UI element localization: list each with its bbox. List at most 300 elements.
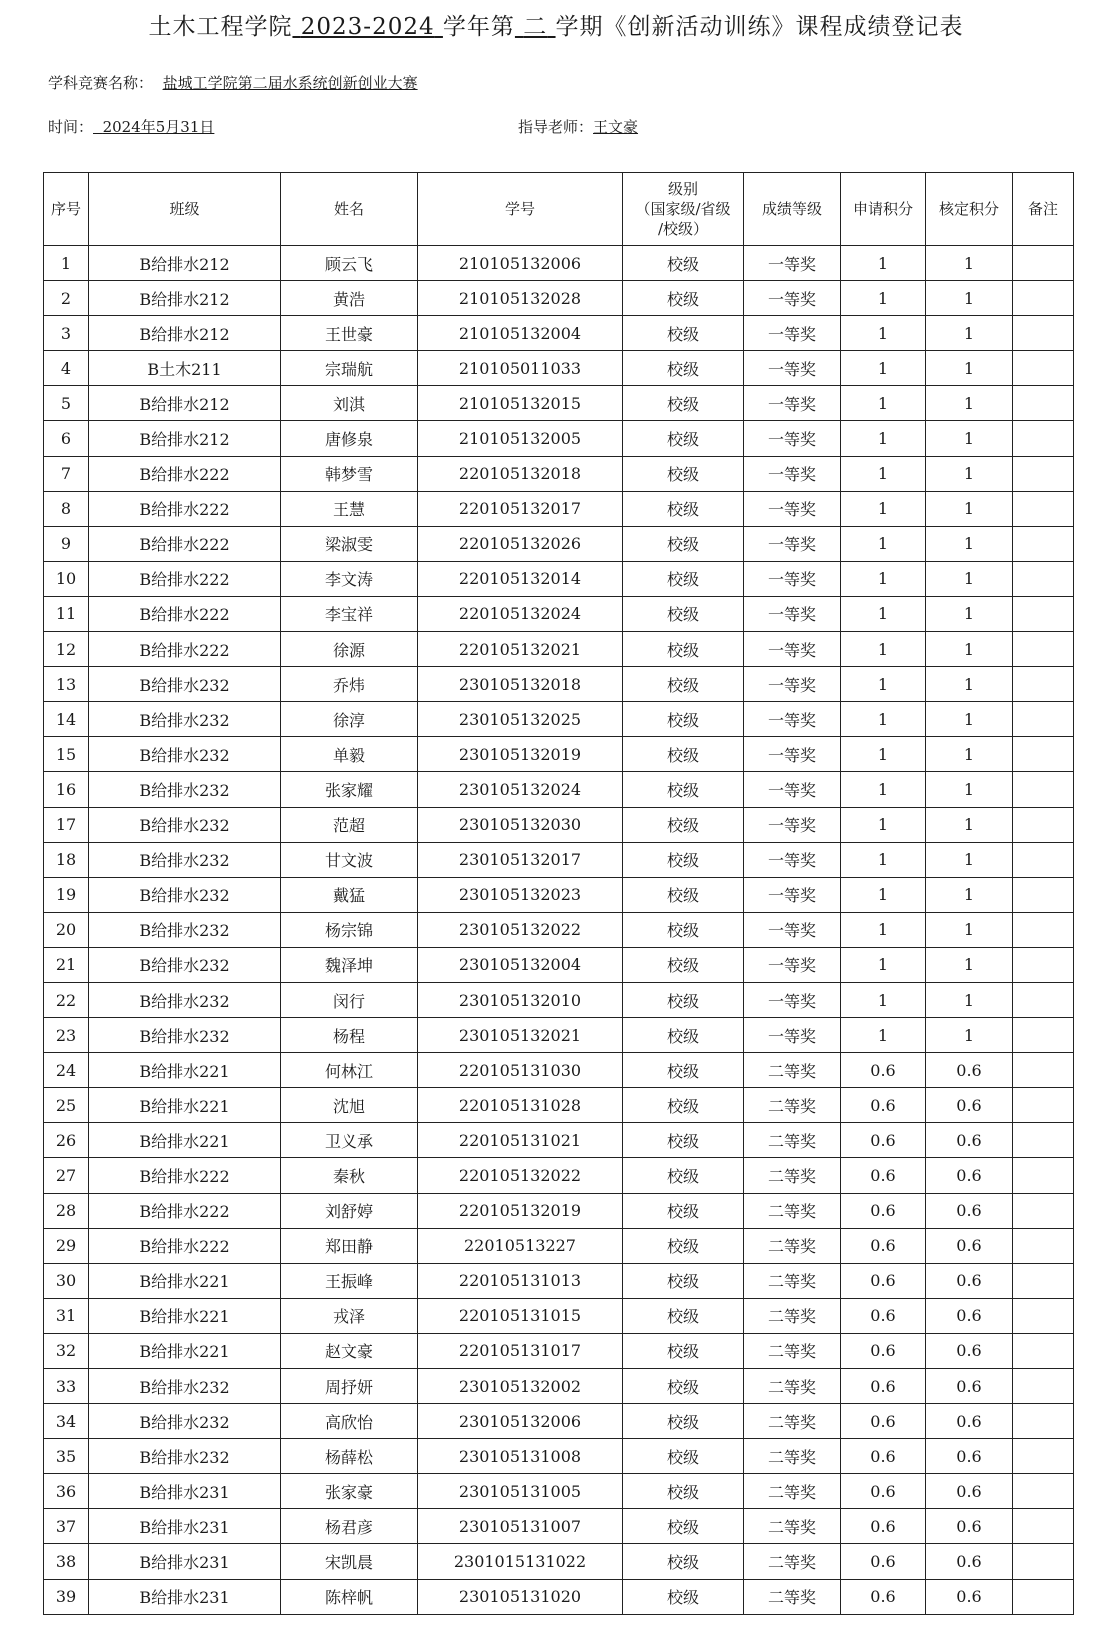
cell-applied-credit: 1 xyxy=(841,702,926,737)
cell-name: 杨君彦 xyxy=(281,1509,418,1544)
title-prefix: 土木工程学院 xyxy=(148,14,293,40)
cell-class: B给排水232 xyxy=(89,702,281,737)
cell-student-id: 220105131013 xyxy=(418,1263,623,1298)
cell-approved-credit: 1 xyxy=(926,561,1013,596)
cell-class: B给排水221 xyxy=(89,1263,281,1298)
cell-remarks xyxy=(1013,912,1074,947)
cell-grade: 一等奖 xyxy=(744,386,841,421)
cell-applied-credit: 1 xyxy=(841,596,926,631)
cell-name: 单毅 xyxy=(281,737,418,772)
cell-level: 校级 xyxy=(623,281,744,316)
cell-index: 35 xyxy=(44,1439,89,1474)
cell-student-id: 230105131005 xyxy=(418,1474,623,1509)
cell-applied-credit: 0.6 xyxy=(841,1404,926,1439)
cell-class: B给排水231 xyxy=(89,1579,281,1614)
cell-class: B给排水222 xyxy=(89,1228,281,1263)
cell-student-id: 230105132002 xyxy=(418,1369,623,1404)
cell-index: 38 xyxy=(44,1544,89,1579)
cell-level: 校级 xyxy=(623,1123,744,1158)
cell-level: 校级 xyxy=(623,1333,744,1368)
cell-applied-credit: 0.6 xyxy=(841,1544,926,1579)
table-row xyxy=(44,1193,1074,1228)
cell-level: 校级 xyxy=(623,1228,744,1263)
cell-level: 校级 xyxy=(623,351,744,386)
cell-name: 魏泽坤 xyxy=(281,947,418,982)
table-row xyxy=(44,526,1074,561)
cell-index: 31 xyxy=(44,1298,89,1333)
cell-level: 校级 xyxy=(623,1544,744,1579)
cell-index: 11 xyxy=(44,596,89,631)
cell-student-id: 220105131017 xyxy=(418,1333,623,1368)
cell-remarks xyxy=(1013,737,1074,772)
cell-remarks xyxy=(1013,982,1074,1017)
cell-grade: 二等奖 xyxy=(744,1544,841,1579)
cell-student-id: 220105132026 xyxy=(418,526,623,561)
cell-applied-credit: 1 xyxy=(841,842,926,877)
cell-index: 1 xyxy=(44,246,89,281)
cell-applied-credit: 1 xyxy=(841,947,926,982)
header-grade: 成绩等级 xyxy=(744,173,841,246)
cell-applied-credit: 0.6 xyxy=(841,1509,926,1544)
cell-remarks xyxy=(1013,632,1074,667)
cell-approved-credit: 1 xyxy=(926,807,1013,842)
cell-class: B给排水232 xyxy=(89,1439,281,1474)
cell-approved-credit: 0.6 xyxy=(926,1263,1013,1298)
table-row xyxy=(44,912,1074,947)
table-row xyxy=(44,772,1074,807)
cell-remarks xyxy=(1013,456,1074,491)
cell-applied-credit: 1 xyxy=(841,421,926,456)
cell-approved-credit: 1 xyxy=(926,772,1013,807)
cell-applied-credit: 0.6 xyxy=(841,1123,926,1158)
table-row xyxy=(44,632,1074,667)
cell-grade: 一等奖 xyxy=(744,421,841,456)
cell-remarks xyxy=(1013,842,1074,877)
cell-level: 校级 xyxy=(623,1439,744,1474)
cell-level: 校级 xyxy=(623,667,744,702)
cell-remarks xyxy=(1013,947,1074,982)
cell-grade: 一等奖 xyxy=(744,1018,841,1053)
cell-name: 刘淇 xyxy=(281,386,418,421)
cell-name: 王慧 xyxy=(281,491,418,526)
cell-index: 36 xyxy=(44,1474,89,1509)
cell-remarks xyxy=(1013,1018,1074,1053)
table-row xyxy=(44,947,1074,982)
cell-remarks xyxy=(1013,1439,1074,1474)
cell-level: 校级 xyxy=(623,772,744,807)
cell-approved-credit: 0.6 xyxy=(926,1228,1013,1263)
cell-applied-credit: 1 xyxy=(841,632,926,667)
table-row xyxy=(44,1158,1074,1193)
cell-index: 18 xyxy=(44,842,89,877)
cell-index: 39 xyxy=(44,1579,89,1614)
competition-value: 盐城工学院第二届水系统创新创业大赛 xyxy=(162,74,418,92)
cell-name: 杨宗锦 xyxy=(281,912,418,947)
cell-remarks xyxy=(1013,877,1074,912)
cell-index: 19 xyxy=(44,877,89,912)
table-row xyxy=(44,561,1074,596)
table-row xyxy=(44,1579,1074,1614)
cell-approved-credit: 0.6 xyxy=(926,1439,1013,1474)
cell-applied-credit: 1 xyxy=(841,351,926,386)
cell-student-id: 210105132004 xyxy=(418,316,623,351)
cell-level: 校级 xyxy=(623,1088,744,1123)
cell-approved-credit: 1 xyxy=(926,316,1013,351)
cell-index: 25 xyxy=(44,1088,89,1123)
cell-approved-credit: 0.6 xyxy=(926,1333,1013,1368)
cell-level: 校级 xyxy=(623,842,744,877)
cell-applied-credit: 0.6 xyxy=(841,1333,926,1368)
cell-grade: 一等奖 xyxy=(744,667,841,702)
cell-index: 33 xyxy=(44,1369,89,1404)
cell-class: B给排水212 xyxy=(89,246,281,281)
header-class: 班级 xyxy=(89,173,281,246)
cell-approved-credit: 0.6 xyxy=(926,1123,1013,1158)
cell-name: 高欣怡 xyxy=(281,1404,418,1439)
cell-applied-credit: 1 xyxy=(841,456,926,491)
cell-name: 戴猛 xyxy=(281,877,418,912)
cell-level: 校级 xyxy=(623,1193,744,1228)
cell-applied-credit: 0.6 xyxy=(841,1228,926,1263)
cell-student-id: 230105131008 xyxy=(418,1439,623,1474)
cell-level: 校级 xyxy=(623,456,744,491)
cell-student-id: 220105132018 xyxy=(418,456,623,491)
cell-student-id: 210105132015 xyxy=(418,386,623,421)
cell-approved-credit: 0.6 xyxy=(926,1509,1013,1544)
cell-remarks xyxy=(1013,1053,1074,1088)
cell-student-id: 220105132022 xyxy=(418,1158,623,1193)
cell-remarks xyxy=(1013,1158,1074,1193)
cell-remarks xyxy=(1013,1263,1074,1298)
cell-student-id: 230105132030 xyxy=(418,807,623,842)
cell-applied-credit: 1 xyxy=(841,281,926,316)
cell-name: 甘文波 xyxy=(281,842,418,877)
cell-student-id: 210105132005 xyxy=(418,421,623,456)
cell-level: 校级 xyxy=(623,1298,744,1333)
cell-class: B给排水212 xyxy=(89,386,281,421)
cell-applied-credit: 1 xyxy=(841,561,926,596)
cell-name: 徐源 xyxy=(281,632,418,667)
cell-approved-credit: 0.6 xyxy=(926,1474,1013,1509)
cell-remarks xyxy=(1013,421,1074,456)
cell-name: 沈旭 xyxy=(281,1088,418,1123)
cell-applied-credit: 0.6 xyxy=(841,1263,926,1298)
cell-index: 27 xyxy=(44,1158,89,1193)
cell-level: 校级 xyxy=(623,596,744,631)
cell-level: 校级 xyxy=(623,561,744,596)
cell-index: 32 xyxy=(44,1333,89,1368)
table-row xyxy=(44,386,1074,421)
cell-class: B给排水232 xyxy=(89,912,281,947)
cell-class: B给排水231 xyxy=(89,1544,281,1579)
cell-name: 梁淑雯 xyxy=(281,526,418,561)
cell-remarks xyxy=(1013,351,1074,386)
cell-applied-credit: 0.6 xyxy=(841,1193,926,1228)
cell-grade: 二等奖 xyxy=(744,1228,841,1263)
table-row xyxy=(44,1053,1074,1088)
cell-class: B给排水232 xyxy=(89,842,281,877)
cell-index: 2 xyxy=(44,281,89,316)
cell-grade: 一等奖 xyxy=(744,456,841,491)
cell-index: 5 xyxy=(44,386,89,421)
cell-applied-credit: 1 xyxy=(841,667,926,702)
cell-index: 30 xyxy=(44,1263,89,1298)
cell-applied-credit: 1 xyxy=(841,807,926,842)
cell-class: B给排水221 xyxy=(89,1088,281,1123)
cell-name: 韩梦雪 xyxy=(281,456,418,491)
table-row xyxy=(44,737,1074,772)
cell-class: B给排水222 xyxy=(89,1193,281,1228)
cell-approved-credit: 1 xyxy=(926,877,1013,912)
cell-class: B给排水212 xyxy=(89,281,281,316)
cell-applied-credit: 1 xyxy=(841,1018,926,1053)
table-row xyxy=(44,351,1074,386)
cell-student-id: 230105132024 xyxy=(418,772,623,807)
cell-student-id: 230105131020 xyxy=(418,1579,623,1614)
cell-level: 校级 xyxy=(623,807,744,842)
header-index: 序号 xyxy=(44,173,89,246)
cell-name: 郑田静 xyxy=(281,1228,418,1263)
cell-approved-credit: 1 xyxy=(926,667,1013,702)
cell-level: 校级 xyxy=(623,1018,744,1053)
cell-approved-credit: 1 xyxy=(926,526,1013,561)
table-row xyxy=(44,1369,1074,1404)
cell-class: B给排水232 xyxy=(89,947,281,982)
cell-name: 刘舒婷 xyxy=(281,1193,418,1228)
cell-class: B给排水232 xyxy=(89,877,281,912)
cell-grade: 一等奖 xyxy=(744,842,841,877)
cell-grade: 二等奖 xyxy=(744,1298,841,1333)
cell-name: 王振峰 xyxy=(281,1263,418,1298)
cell-remarks xyxy=(1013,1228,1074,1263)
title-suffix: 学期《创新活动训练》课程成绩登记表 xyxy=(555,14,964,40)
cell-index: 21 xyxy=(44,947,89,982)
cell-grade: 二等奖 xyxy=(744,1123,841,1158)
cell-student-id: 210105132006 xyxy=(418,246,623,281)
cell-name: 闵行 xyxy=(281,982,418,1017)
cell-approved-credit: 0.6 xyxy=(926,1404,1013,1439)
cell-grade: 一等奖 xyxy=(744,561,841,596)
table-row xyxy=(44,1439,1074,1474)
cell-remarks xyxy=(1013,1404,1074,1439)
cell-level: 校级 xyxy=(623,491,744,526)
cell-applied-credit: 1 xyxy=(841,772,926,807)
date-value: 2024年5月31日 xyxy=(102,118,215,136)
cell-remarks xyxy=(1013,807,1074,842)
cell-approved-credit: 1 xyxy=(926,246,1013,281)
table-row xyxy=(44,456,1074,491)
cell-remarks xyxy=(1013,596,1074,631)
cell-name: 陈梓帆 xyxy=(281,1579,418,1614)
cell-applied-credit: 1 xyxy=(841,982,926,1017)
cell-index: 4 xyxy=(44,351,89,386)
cell-approved-credit: 1 xyxy=(926,596,1013,631)
cell-class: B给排水212 xyxy=(89,421,281,456)
cell-class: B给排水231 xyxy=(89,1474,281,1509)
cell-index: 15 xyxy=(44,737,89,772)
cell-approved-credit: 1 xyxy=(926,421,1013,456)
cell-applied-credit: 1 xyxy=(841,491,926,526)
cell-student-id: 230105132004 xyxy=(418,947,623,982)
cell-applied-credit: 0.6 xyxy=(841,1298,926,1333)
cell-index: 34 xyxy=(44,1404,89,1439)
table-header-row xyxy=(44,173,1074,246)
cell-approved-credit: 1 xyxy=(926,737,1013,772)
cell-remarks xyxy=(1013,1579,1074,1614)
cell-student-id: 220105132014 xyxy=(418,561,623,596)
cell-index: 13 xyxy=(44,667,89,702)
cell-student-id: 230105132021 xyxy=(418,1018,623,1053)
cell-grade: 二等奖 xyxy=(744,1263,841,1298)
cell-grade: 一等奖 xyxy=(744,596,841,631)
cell-grade: 一等奖 xyxy=(744,912,841,947)
cell-applied-credit: 1 xyxy=(841,316,926,351)
cell-class: B土木211 xyxy=(89,351,281,386)
header-name: 姓名 xyxy=(281,173,418,246)
cell-index: 22 xyxy=(44,982,89,1017)
date-line xyxy=(48,116,361,137)
cell-level: 校级 xyxy=(623,1474,744,1509)
cell-class: B给排水221 xyxy=(89,1053,281,1088)
cell-class: B给排水232 xyxy=(89,807,281,842)
cell-student-id: 220105131021 xyxy=(418,1123,623,1158)
cell-name: 张家耀 xyxy=(281,772,418,807)
cell-index: 37 xyxy=(44,1509,89,1544)
cell-level: 校级 xyxy=(623,1404,744,1439)
cell-applied-credit: 1 xyxy=(841,737,926,772)
cell-remarks xyxy=(1013,702,1074,737)
cell-class: B给排水222 xyxy=(89,632,281,667)
cell-level: 校级 xyxy=(623,912,744,947)
title-year: 2023-2024 xyxy=(300,14,435,40)
cell-approved-credit: 1 xyxy=(926,842,1013,877)
cell-name: 张家豪 xyxy=(281,1474,418,1509)
cell-approved-credit: 1 xyxy=(926,1018,1013,1053)
cell-applied-credit: 1 xyxy=(841,386,926,421)
cell-applied-credit: 1 xyxy=(841,912,926,947)
cell-grade: 一等奖 xyxy=(744,246,841,281)
cell-student-id: 230105132019 xyxy=(418,737,623,772)
cell-level: 校级 xyxy=(623,947,744,982)
cell-grade: 一等奖 xyxy=(744,316,841,351)
cell-applied-credit: 0.6 xyxy=(841,1158,926,1193)
table-row xyxy=(44,1263,1074,1298)
cell-name: 周抒妍 xyxy=(281,1369,418,1404)
cell-level: 校级 xyxy=(623,1369,744,1404)
cell-approved-credit: 1 xyxy=(926,281,1013,316)
cell-index: 28 xyxy=(44,1193,89,1228)
table-row xyxy=(44,877,1074,912)
cell-student-id: 220105131015 xyxy=(418,1298,623,1333)
advisor-label: 指导老师： xyxy=(518,118,594,136)
cell-class: B给排水232 xyxy=(89,772,281,807)
cell-grade: 二等奖 xyxy=(744,1404,841,1439)
cell-name: 秦秋 xyxy=(281,1158,418,1193)
table-row xyxy=(44,281,1074,316)
cell-grade: 一等奖 xyxy=(744,737,841,772)
cell-remarks xyxy=(1013,1509,1074,1544)
cell-name: 王世豪 xyxy=(281,316,418,351)
cell-grade: 二等奖 xyxy=(744,1333,841,1368)
cell-approved-credit: 0.6 xyxy=(926,1369,1013,1404)
header-approved-credit: 核定积分 xyxy=(926,173,1013,246)
cell-approved-credit: 1 xyxy=(926,702,1013,737)
cell-level: 校级 xyxy=(623,386,744,421)
cell-remarks xyxy=(1013,1333,1074,1368)
header-level: 级别 （国家级/省级 /校级） xyxy=(623,173,744,246)
cell-remarks xyxy=(1013,316,1074,351)
cell-name: 黄浩 xyxy=(281,281,418,316)
cell-class: B给排水221 xyxy=(89,1123,281,1158)
cell-index: 3 xyxy=(44,316,89,351)
table-row xyxy=(44,1018,1074,1053)
cell-student-id: 22010513227 xyxy=(418,1228,623,1263)
cell-approved-credit: 1 xyxy=(926,491,1013,526)
cell-grade: 二等奖 xyxy=(744,1439,841,1474)
cell-remarks xyxy=(1013,1474,1074,1509)
cell-grade: 二等奖 xyxy=(744,1158,841,1193)
cell-approved-credit: 1 xyxy=(926,912,1013,947)
cell-class: B给排水232 xyxy=(89,667,281,702)
cell-student-id: 220105132024 xyxy=(418,596,623,631)
cell-approved-credit: 1 xyxy=(926,456,1013,491)
cell-name: 宋凯晨 xyxy=(281,1544,418,1579)
cell-approved-credit: 1 xyxy=(926,947,1013,982)
table-row xyxy=(44,1088,1074,1123)
cell-index: 26 xyxy=(44,1123,89,1158)
grade-table xyxy=(43,172,1074,1615)
cell-level: 校级 xyxy=(623,1158,744,1193)
cell-class: B给排水222 xyxy=(89,526,281,561)
cell-level: 校级 xyxy=(623,1579,744,1614)
cell-class: B给排水222 xyxy=(89,491,281,526)
cell-student-id: 230105132018 xyxy=(418,667,623,702)
cell-class: B给排水212 xyxy=(89,316,281,351)
cell-approved-credit: 1 xyxy=(926,632,1013,667)
cell-student-id: 210105132028 xyxy=(418,281,623,316)
cell-remarks xyxy=(1013,386,1074,421)
cell-remarks xyxy=(1013,667,1074,702)
cell-grade: 一等奖 xyxy=(744,632,841,667)
table-row xyxy=(44,1228,1074,1263)
cell-class: B给排水232 xyxy=(89,982,281,1017)
cell-approved-credit: 1 xyxy=(926,982,1013,1017)
cell-level: 校级 xyxy=(623,632,744,667)
cell-applied-credit: 0.6 xyxy=(841,1439,926,1474)
cell-remarks xyxy=(1013,1369,1074,1404)
cell-level: 校级 xyxy=(623,1509,744,1544)
cell-approved-credit: 0.6 xyxy=(926,1193,1013,1228)
cell-name: 唐修泉 xyxy=(281,421,418,456)
advisor-line xyxy=(518,116,725,137)
cell-grade: 一等奖 xyxy=(744,702,841,737)
table-row xyxy=(44,1298,1074,1333)
cell-approved-credit: 0.6 xyxy=(926,1544,1013,1579)
competition-line xyxy=(48,72,418,93)
cell-index: 24 xyxy=(44,1053,89,1088)
cell-level: 校级 xyxy=(623,1053,744,1088)
cell-index: 8 xyxy=(44,491,89,526)
cell-name: 何林江 xyxy=(281,1053,418,1088)
table-row xyxy=(44,316,1074,351)
table-row xyxy=(44,702,1074,737)
cell-applied-credit: 1 xyxy=(841,526,926,561)
table-row xyxy=(44,1544,1074,1579)
cell-name: 李宝祥 xyxy=(281,596,418,631)
table-row xyxy=(44,246,1074,281)
cell-grade: 二等奖 xyxy=(744,1369,841,1404)
cell-grade: 一等奖 xyxy=(744,281,841,316)
